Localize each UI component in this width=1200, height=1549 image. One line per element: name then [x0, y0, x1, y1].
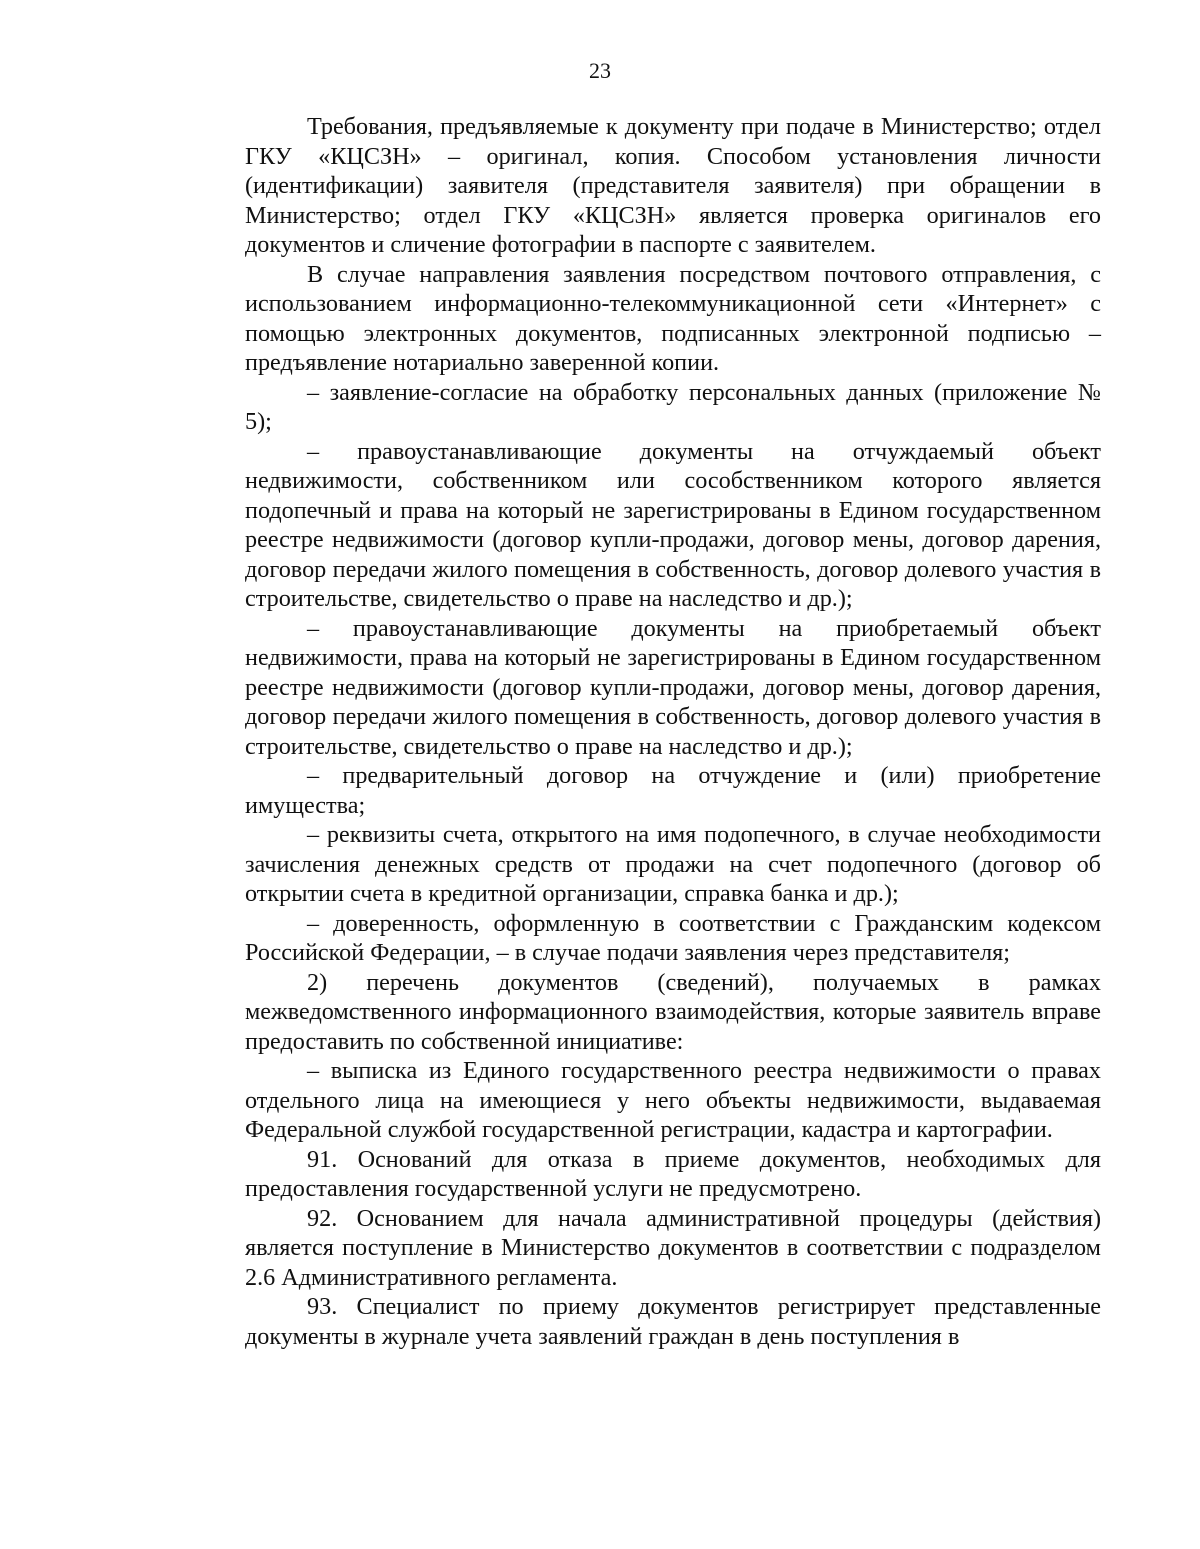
list-item-preliminary-contract: – предварительный договор на отчуждение и (или) приобретение имущества;	[245, 762, 1101, 819]
list-item-alienated-property-docs: – правоустанавливающие документы на отчуждаемый объект недвижимости, собственником или сособственником которого является подопечный и права на который не зарегистрированы в Едином государственном реестре недвижимости (договор купли-продажи, договор мены, договор дарения, договор передачи жилого помещения в собственность, договор долевого участия в строительстве, свидетельство о праве на наследство и др.);	[245, 437, 1101, 612]
paragraph-requirements: Требования, предъявляемые к документу при подаче в Министерство; отдел ГКУ «КЦСЗН» – оригинал, копия. Способом установления личности (идентификации) заявителя (представителя заявителя) при обращении в Министерство; отдел ГКУ «КЦСЗН» является проверка оригиналов его документов и сличение фотографии в паспорте с заявителем.	[245, 113, 1101, 258]
document-body	[245, 112, 1101, 1351]
list-item-consent: – заявление-согласие на обработку персональных данных (приложение № 5);	[245, 378, 1101, 435]
paragraph-postal-submission: В случае направления заявления посредством почтового отправления, с использованием информационно-телекоммуникационной сети «Интернет» с помощью электронных документов, подписанных электронной подписью – предъявление нотариально заверенной копии.	[245, 260, 1101, 376]
list-item-registry-extract: – выписка из Единого государственного реестра недвижимости о правах отдельного лица на имеющиеся у него объекты недвижимости, выдаваемая Федеральной службой государственной регистрации, кадастра и картографии.	[245, 1057, 1101, 1143]
paragraph-91: 91. Оснований для отказа в приеме документов, необходимых для предоставления государственной услуги не предусмотрено.	[245, 1145, 1101, 1202]
paragraph-interagency-documents: 2) перечень документов (сведений), получаемых в рамках межведомственного информационного взаимодействия, которые заявитель вправе предоставить по собственной инициативе:	[245, 968, 1101, 1055]
paragraph-92: 92. Основанием для начала административной процедуры (действия) является поступление в Министерство документов в соответствии с подразделом 2.6 Административного регламента.	[245, 1204, 1101, 1291]
list-item-acquired-property-docs: – правоустанавливающие документы на приобретаемый объект недвижимости, права на который не зарегистрированы в Едином государственном реестре недвижимости (договор купли-продажи, договор мены, договор дарения, договор передачи жилого помещения в собственность, договор долевого участия в строительстве, свидетельство о праве на наследство и др.);	[245, 614, 1101, 760]
list-item-account-details: – реквизиты счета, открытого на имя подопечного, в случае необходимости зачисления денежных средств от продажи на счет подопечного (договор об открытии счета в кредитной организации, справка банка и др.);	[245, 821, 1101, 907]
paragraph-93: 93. Специалист по приему документов регистрирует представленные документы в журнале учета заявлений граждан в день поступления в	[245, 1293, 1101, 1350]
list-item-power-of-attorney: – доверенность, оформленную в соответствии с Гражданским кодексом Российской Федерации, – в случае подачи заявления через представителя;	[245, 909, 1101, 966]
page-number: 23	[589, 58, 611, 83]
